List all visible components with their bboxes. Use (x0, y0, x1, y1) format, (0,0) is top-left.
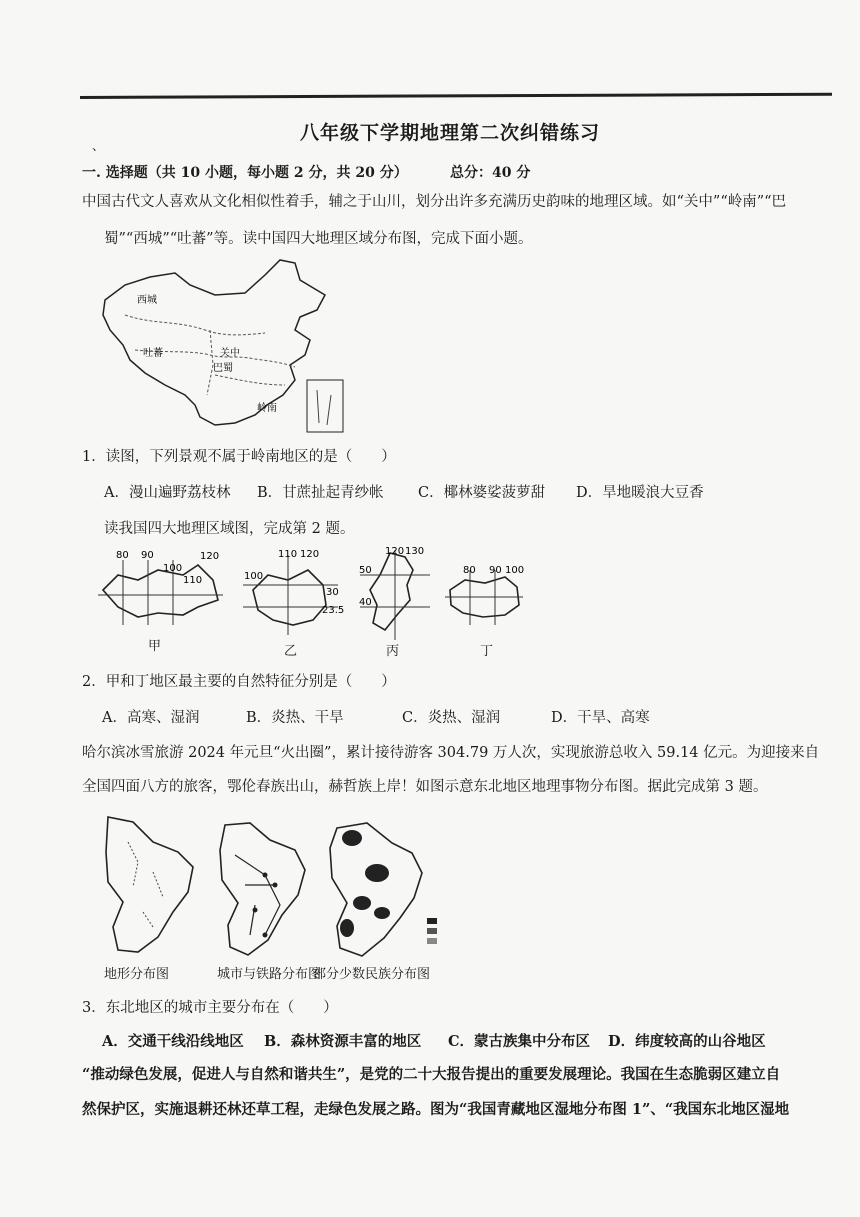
q2-option-b: B．炎热、干旱 (246, 710, 344, 726)
region-map-jia (98, 545, 228, 645)
jia-tick-90: 90 (141, 550, 154, 561)
map-label-xicheng: 西城 (137, 295, 157, 306)
q1-option-b: B．甘蔗扯起青纱帐 (257, 485, 384, 501)
intro1-line2: 蜀”“西城”“吐蕃”等。读中国四大地理区域分布图，完成下面小题。 (104, 231, 533, 247)
caption-ding: 丁 (480, 644, 494, 659)
intro4-line1: “推动绿色发展，促进人与自然和谐共生”，是党的二十大报告提出的重要发展理论。我国在生态脆弱区建立自 (82, 1066, 781, 1083)
intro3-line1: 哈尔滨冰雪旅游 2024 年元旦“火出圈”，累计接待游客 304.79 万人次，实现旅游总收入 59.14 亿元。为迎接来自 (82, 745, 820, 761)
jia-tick-80: 80 (116, 550, 129, 561)
map-label-tubo: 吐蕃 (143, 348, 163, 359)
q2-option-a: A．高寒、湿润 (102, 710, 200, 726)
jia-tick-100: 100 (163, 563, 183, 574)
caption-cities: 城市与铁路分布图 (217, 967, 322, 982)
ding-tick-100: 100 (505, 565, 525, 576)
region-map-bing (355, 545, 435, 645)
yi-tick-120: 120 (300, 549, 320, 560)
map-label-bashu: 巴蜀 (213, 363, 233, 374)
intro2-text: 读我国四大地理区域图，完成第 2 题。 (104, 521, 355, 537)
jia-tick-110: 110 (183, 575, 203, 586)
q2-stem: 2．甲和丁地区最主要的自然特征分别是（ ） (82, 674, 396, 690)
intro3-line2: 全国四面八方的旅客，鄂伦春族出山，赫哲族上岸！如图示意东北地区地理事物分布图。据此完成第 3 题。 (82, 779, 768, 795)
caption-terrain: 地形分布图 (104, 967, 170, 982)
q2-option-c: C．炎热、湿润 (402, 710, 501, 726)
page-title: 八年级下学期地理第二次纠错练习 (300, 122, 601, 144)
ding-tick-80: 80 (463, 565, 476, 576)
yi-tick-30: 30 (326, 587, 339, 598)
header-rule (80, 93, 832, 99)
region-map-ding (445, 565, 525, 635)
northeast-minorities-map (322, 818, 467, 963)
bing-tick-40: 40 (359, 597, 372, 608)
caption-jia: 甲 (148, 639, 162, 654)
bing-tick-130: 130 (405, 546, 425, 557)
q2-option-d: D．干旱、高寒 (551, 710, 650, 726)
q3-stem: 3．东北地区的城市主要分布在（ ） (82, 1000, 338, 1016)
jia-tick-120: 120 (200, 551, 220, 562)
total-score: 总分：40 分 (450, 165, 531, 181)
bing-tick-50: 50 (359, 565, 372, 576)
q1-option-c: C．椰林婆娑菠萝甜 (418, 485, 546, 501)
china-regions-map (95, 255, 355, 440)
q1-stem: 1．读图，下列景观不属于岭南地区的是（ ） (82, 449, 396, 465)
map-label-lingnan: 岭南 (257, 403, 277, 414)
q3-option-b: B．森林资源丰富的地区 (264, 1033, 422, 1050)
intro1-line1: 中国古代文人喜欢从文化相似性着手，辅之于山川，划分出许多充满历史韵味的地理区域。如“关中”“岭南”“巴 (82, 194, 787, 210)
northeast-cities-railways-map (210, 815, 315, 963)
northeast-terrain-map (98, 812, 203, 962)
caption-bing: 丙 (386, 644, 400, 659)
caption-yi: 乙 (284, 644, 298, 659)
stray-mark: 、 (92, 139, 105, 153)
q1-option-a: A．漫山遍野荔枝林 (104, 485, 231, 501)
q3-option-d: D．纬度较高的山谷地区 (608, 1033, 766, 1050)
map-label-guanzhong: 关中 (220, 348, 240, 359)
q3-option-c: C．蒙古族集中分布区 (448, 1033, 591, 1050)
yi-tick-100: 100 (244, 571, 264, 582)
intro4-line2: 然保护区，实施退耕还林还草工程，走绿色发展之路。图为“我国青藏地区湿地分布图 1”、“我国东北地区湿地 (82, 1101, 790, 1118)
yi-tick-110: 110 (278, 549, 298, 560)
section-heading: 一. 选择题（共 10 小题，每小题 2 分，共 20 分） (82, 165, 408, 181)
ding-tick-90: 90 (489, 565, 502, 576)
yi-tick-23-5: 23.5 (322, 605, 345, 616)
caption-minorities: 部分少数民族分布图 (313, 967, 431, 982)
bing-tick-120: 120 (385, 546, 405, 557)
q1-option-d: D．旱地暖浪大豆香 (576, 485, 704, 501)
region-map-yi (238, 545, 348, 645)
q3-option-a: A．交通干线沿线地区 (102, 1033, 244, 1050)
